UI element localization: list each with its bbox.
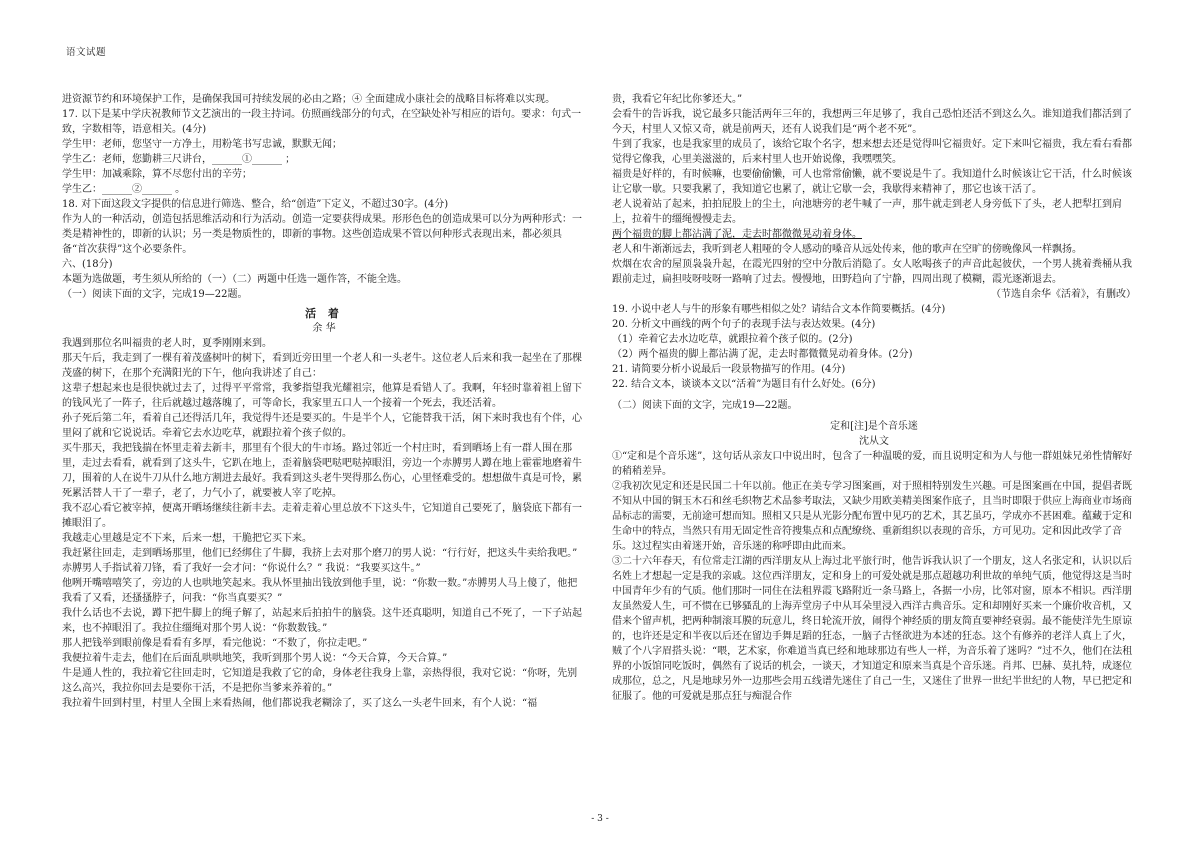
text-line: 作为人的一种活动，创造包括思维活动和行为活动。创造一定要获得成果。形形色色的创造成果可以分为两种形式：一类是精神性的，即新的认识；另一类是物质性的，即新的事物。这些创造成果不管以何种形式表现出来，都必须具备“首次获得”这个必要条件。 [62,214,582,255]
left-column [62,92,586,711]
text-line: （1）牵着它去水边吃草，就跟拉着个孩子似的。(2分) [612,334,853,345]
text-line: 牛是通人性的，我拉着它往回走时，它知道是我救了它的命，身体老往我身上靠，亲热得很，我对它说：“你呀，先别这么高兴，我拉你回去是要你干活，不是把你当爹来养着的。” [62,668,578,694]
text-line: 本题为选做题，考生须从所给的（一）（二）两题中任选一题作答，不能全选。 [62,274,407,285]
text-line: 会看牛的告诉我，说它最多只能活两年三年的，我想两三年足够了，我自己恐怕还活不到这么久。谁知道我们都活到了今天，村里人又惊又奇，就是前两天，还有人说我们是“两个老不死”。 [612,109,1132,135]
text-line: 两个福贵的脚上都沾满了泥，走去时都微微晃动着身体。 [612,229,862,240]
text-line: 我便拉着牛走去，他们在后面乱哄哄地笑，我听到那个男人说：“今天合算，今天合算。” [62,653,448,664]
page-number: - 3 - [591,814,609,824]
right-column [612,92,1136,704]
text-line: （2）两个福贵的脚上都沾满了泥，走去时都微微晃动着身体。(2分) [612,349,913,360]
text-line: 进资源节约和环境保护工作，是确保我国可持续发展的必由之路；④ 全面建成小康社会的战略目标将难以实现。 [62,94,556,105]
text-line: 贵，我看它年纪比你爹还大。” [612,94,743,105]
text-line: 22. 结合文本，谈谈本文以“活着”为题目有什么好处。(6分) [612,379,876,390]
text-line: 学生甲：加减乘除，算不尽您付出的辛劳； [62,169,252,180]
text-line: 17. 以下是某中学庆祝教师节文艺演出的一段主持词。仿照画线部分的句式，在空缺处补写相应的语句。要求：句式一致，字数相等，语意相关。(4分) [62,109,582,135]
text-line: 我拉着牛回到村里，村里人全围上来看热闹，他们都说我老糊涂了，买了这么一头老牛回来，有个人说：“福 [62,698,538,709]
text-line: 我遇到那位名叫福贵的老人时，夏季刚刚来到。 [62,338,272,349]
text-line: 我什么话也不去说，蹲下把牛脚上的绳子解了，站起来后拍拍牛的脑袋。这牛还真聪明，知道自己不死了，一下子站起来，也不掉眼泪了。我拉住缰绳对那个男人说：“你数数钱。” [62,608,582,634]
text-line: 六、(18分) [62,259,113,270]
text-line: 19. 小说中老人与牛的形象有哪些相似之处？请结合文本作简要概括。(4分) [612,304,946,315]
text-line: 18. 对下面这段文字提供的信息进行筛选、整合，给“创造”下定义，不超过30字。(4分) [62,199,449,210]
text-line: 活 着 [305,307,343,320]
text-line: 牛到了我家，也是我家里的成员了，该给它取个名字，想来想去还是觉得叫它福贵好。定下来叫它福贵，我左看右看都觉得它像我，心里美滋滋的，后来村里人也开始说像，我嘿嘿笑。 [612,139,1132,165]
text-line: 孙子死后第二年，看着自己还得活几年，我觉得牛还是要买的。牛是半个人，它能替我干活，闲下来时我也有个伴，心里闷了就和它说说话。牵着它去水边吃草，就跟拉着个孩子似的。 [62,413,582,439]
text-line: 20. 分析文中画线的两个句子的表现手法与表达效果。(4分) [612,319,876,330]
text-line: 定和[注]是个音乐迷 [830,421,918,432]
text-line: 这辈子想起来也是很快就过去了，过得平平常常，我爹指望我光耀祖宗，他算是看错人了。我啊，年轻时靠着祖上留下的钱风光了一阵子，往后就越过越落魄了，可等命长，我家里五口人一个接着一个死去，我还活着。 [62,383,582,409]
text-line: （二）阅读下面的文字，完成19—22题。 [612,400,798,411]
text-line: ①“定和是个音乐迷”，这句话从亲友口中说出时，包含了一种温暖的爱，而且说明定和为人与他一群姐妹兄弟性情解好的稍稍差异。 [612,451,1133,477]
text-line: ③二十六年春天，有位常走江湖的西洋朋友从上海过北平旅行时，他告诉我认识了一个朋友，这人名张定和，认识以后名姓上才想起一定是我的亲戚。这位西洋朋友，定和身上的可爱处就是那点超越功利世故的单纯气质，他觉得这是当时中国青年少有的气质。他们那时一同住在法租界霞飞路附近一条马路上，各据一小房，比邻对窗，原本不相识。西洋朋友虽然爱人生，可不惯在已够骚乱的上海弄堂房子中从耳朵里浸入西洋古典音乐。定和却刚好买来一个廉价收音机，又借来个留声机，把两种制滚耳膜的玩意儿，终日轮流开放，闹得个神经质的朋友简直要神经衰弱。最不能使洋先生原谅的，也许还是定和半夜以后还在留边手舞足蹈的狂态，一脑子古怪欲进为本述的狂态。这个有修养的老洋人真上了火，贼了个八字眉搭头说：“喂，艺术家，你难道当真已经和地球那边有些人一样，为音乐着了迷吗？”过不久，他们在法租界的小饭馆同吃饭时，偶然有了说话的机会，一谈天，才知道定和原来当真是个音乐迷。肖邦、巴赫、莫扎特，成逐位成那位，总之，凡是地球另外一边那些会用五线谱先迷住了自己一生，又迷住了世界一世纪半世纪的人物，早已把定和征服了。他的可爱就是那点狂与痴混合作 [612,556,1133,702]
text-line: 余 华 [312,323,336,334]
text-line: 我赶紧往回走，走到晒场那里，他们已经绑住了牛脚，我挤上去对那个磨刀的男人说：“行行好，把这头牛卖给我吧。” [62,548,578,559]
text-line: 老人和牛渐渐远去，我听到老人粗哑的令人感动的嗓音从远处传来，他的歌声在空旷的傍晚像风一样飘扬。 [612,244,1082,255]
text-line: 赤膊男人手指试着刀锋，看了我好一会才问：“你说什么？” 我说：“我要买这牛。” [62,563,421,574]
text-line: （节选自余华《活着》，有删改） [991,289,1136,300]
text-line: 那人把钱举到眼前像是看看有多厚，看完他说：“不数了，你拉走吧。” [62,638,368,649]
text-line: 老人说着站了起来，拍拍屁股上的尘土，向池塘旁的老牛喊了一声，那牛就走到老人身旁低下了头，老人把犁扛到肩上，拉着牛的缰绳慢慢走去。 [612,199,1122,225]
text-line: 炊烟在农舍的屋顶袅袅升起，在霞光四射的空中分散后消隐了。女人吆喝孩子的声音此起彼伏，一个男人挑着粪桶从我跟前走过，扁担吱呀吱呀一路响了过去。慢慢地，田野趋向了宁静，四周出现了模糊，霞光逐渐退去。 [612,259,1132,285]
text-line: 买牛那天，我把钱揣在怀里走着去新丰，那里有个很大的牛市场。路过邻近一个村庄时，看到晒场上有一群人围在那里，走过去看看，就看到了这头牛，它趴在地上，歪着脑袋吧哒吧哒掉眼泪，旁边一个赤膊男人蹲在地上霍霍地磨着牛刀，围着的人在说牛刀从什么地方割进去最好。我看到这头老牛哭得那么伤心，心里怪难受的。想想做牛真是可怜，累死累活替人干了一辈子，老了，力气小了，就要被人宰了吃掉。 [62,443,582,499]
text-line: 学生甲：老师，您坚守一方净土，用粉笔书写忠诚，默默无闻； [62,139,342,150]
text-line: 学生乙：______②______ 。 [62,184,186,195]
text-line: 他咧开嘴嘻嘻笑了，旁边的人也哄地笑起来。我从怀里抽出钱放到他手里，说：“你数一数。”赤膊男人马上傻了，他把我看了又看，还搔搔脖子，问我：“你当真要买？” [62,578,578,604]
text-line: 我不忍心看它被宰掉，便离开晒场继续往新丰去。走着走着心里总放不下这头牛，它知道自己要死了，脑袋底下都有一摊眼泪了。 [62,503,582,529]
text-line: ②我初次见定和还是民国二十年以前。他正在美专学习图案画，对于照相特别发生兴趣。可是图案画在中国，提倡者既不知从中国的铜玉木石和丝毛织物艺术品参考取法，又缺少用欧美精美图案作底子，且当时即限于供应上海商业市场商品标志的需要，无前途可想而知。照相又只是从光影分配布置中见巧的艺术，其艺虽巧，学成亦不甚困难。蕴藏于定和生命中的特点，当然只有用无固定性音符搜集点和点配缭绕、重新组织以表现的音乐，方可见功。定和因此改学了音乐。这过程实由着迷开始，音乐迷的称呼即由此而来。 [612,481,1132,552]
exam-subject-header: 语文试题 [66,47,107,58]
text-line: 学生乙：老师，您勤耕三尺讲台，______①______ ； [62,154,296,165]
text-line: （一）阅读下面的文字，完成19—22题。 [62,289,248,300]
text-line: 那天午后，我走到了一棵有着茂盛树叶的树下，看到近旁田里一个老人和一头老牛。这位老人后来和我一起坐在了那棵茂盛的树下，在那个充满阳光的下午，他向我讲述了自己： [62,353,582,379]
text-line: 21. 请简要分析小说最后一段景物描写的作用。(4分) [612,364,846,375]
text-line: 我越走心里越是定不下来，后来一想，干脆把它买下来。 [62,533,312,544]
text-line: 福贵是好样的，有时候嘛，也要偷偷懒，可人也常常偷懒，就不要说是牛了。我知道什么时候该让它干活，什么时候该让它歇一歇。只要我累了，我知道它也累了，就让它歇一会，我歇得来精神了，那它也该干活了。 [612,169,1132,195]
text-line: 沈从文 [859,436,889,447]
